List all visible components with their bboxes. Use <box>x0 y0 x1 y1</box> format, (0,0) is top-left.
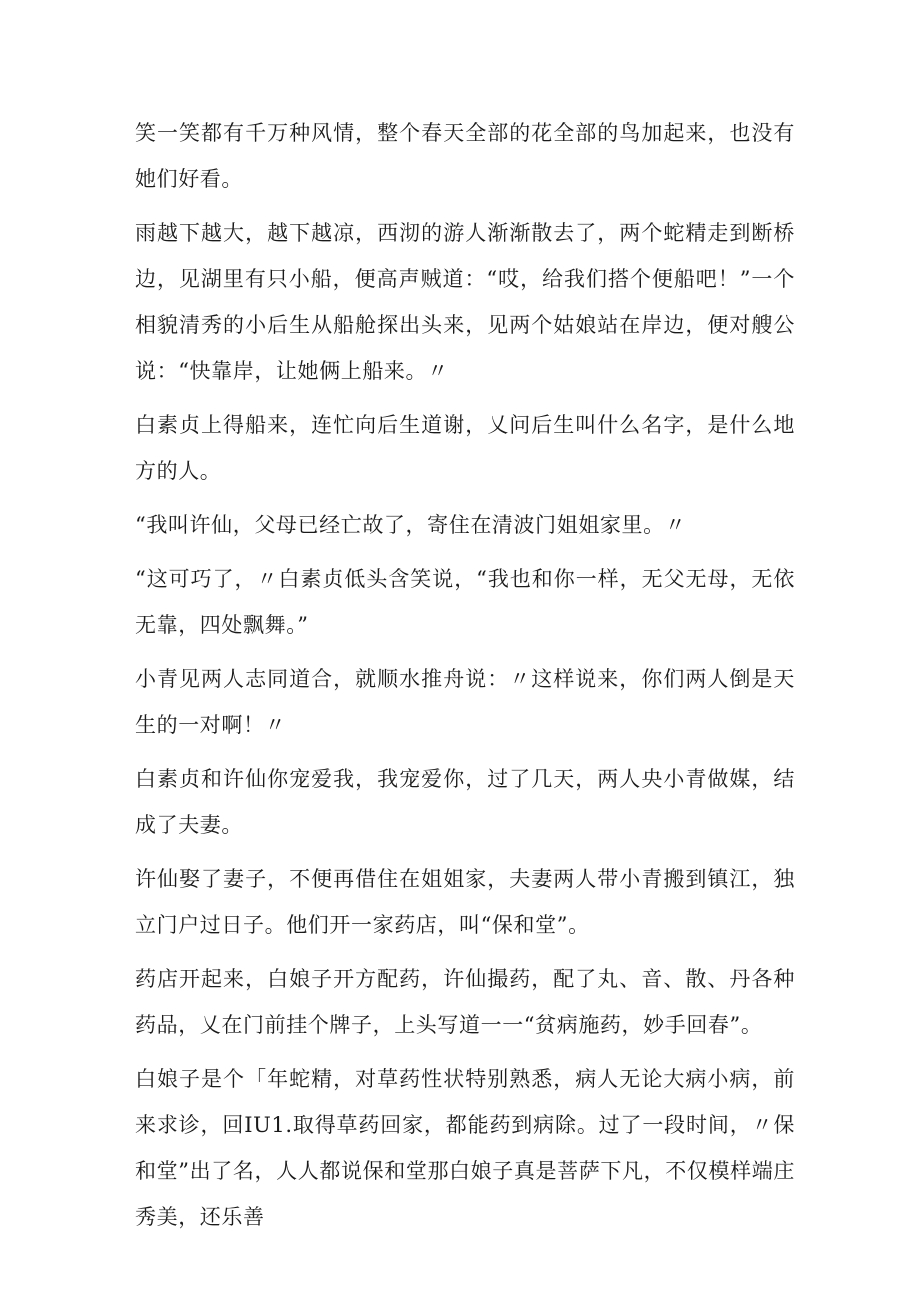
paragraph-9: 药店开起来，白娘子开方配药，许仙撮药，配了丸、音、散、丹各种药品，乂在门前挂个牌子，上头写道一一“贫病施药，妙手回春”。 <box>135 967 795 1037</box>
paragraph-7: 白素贞和许仙你宠爱我，我宠爱你，过了几天，两人央小青做媒，结成了夫妻。 <box>135 767 795 837</box>
paragraph-8: 许仙娶了妻子，不便再借住在姐姐家，夫妻两人带小青搬到镇江，独立门户过日子。他们开一家药店，叫“保和堂”。 <box>135 867 795 937</box>
paragraph-1: 笑一笑都有千万种风情，整个春天全部的花全部的鸟加起来，也没有她们好看。 <box>135 121 795 191</box>
paragraph-10: 白娘子是个「年蛇精，对草药性状特别熟悉，病人无论大病小病，前来求诊，回IU1.取得草药回家，都能药到病除。过了一段时间，〃保和堂”出了名，人人都说保和堂那白娘子真是菩萨下凡，不仅模样端庄秀美，还乐善 <box>135 1067 795 1229</box>
paragraph-4: “我叫许仙，父母已经亡故了，寄住在清波门姐姐家里。〃 <box>135 513 687 537</box>
document-body <box>135 110 795 1248</box>
paragraph-6: 小青见两人志同道合，就顺水推舟说：〃这样说来，你们两人倒是天生的一对啊！〃 <box>135 667 795 737</box>
paragraph-3: 白素贞上得船来，连忙向后生道谢，乂问后生叫什么名字，是什么地方的人。 <box>135 413 795 483</box>
paragraph-2: 雨越下越大，越下越凉，西沏的游人渐渐散去了，两个蛇精走到断桥边，见湖里有只小船，便高声贼道：“哎，给我们搭个便船吧！”一个相貌清秀的小后生从船舱探出头来，见两个姑娘站在岸边，便对艘公说：“快靠岸，让她俩上船来。〃 <box>135 221 795 383</box>
paragraph-5: “这可巧了，〃白素贞低头含笑说，“我也和你一样，无父无母，无依无靠，四处飘舞。” <box>135 567 795 637</box>
